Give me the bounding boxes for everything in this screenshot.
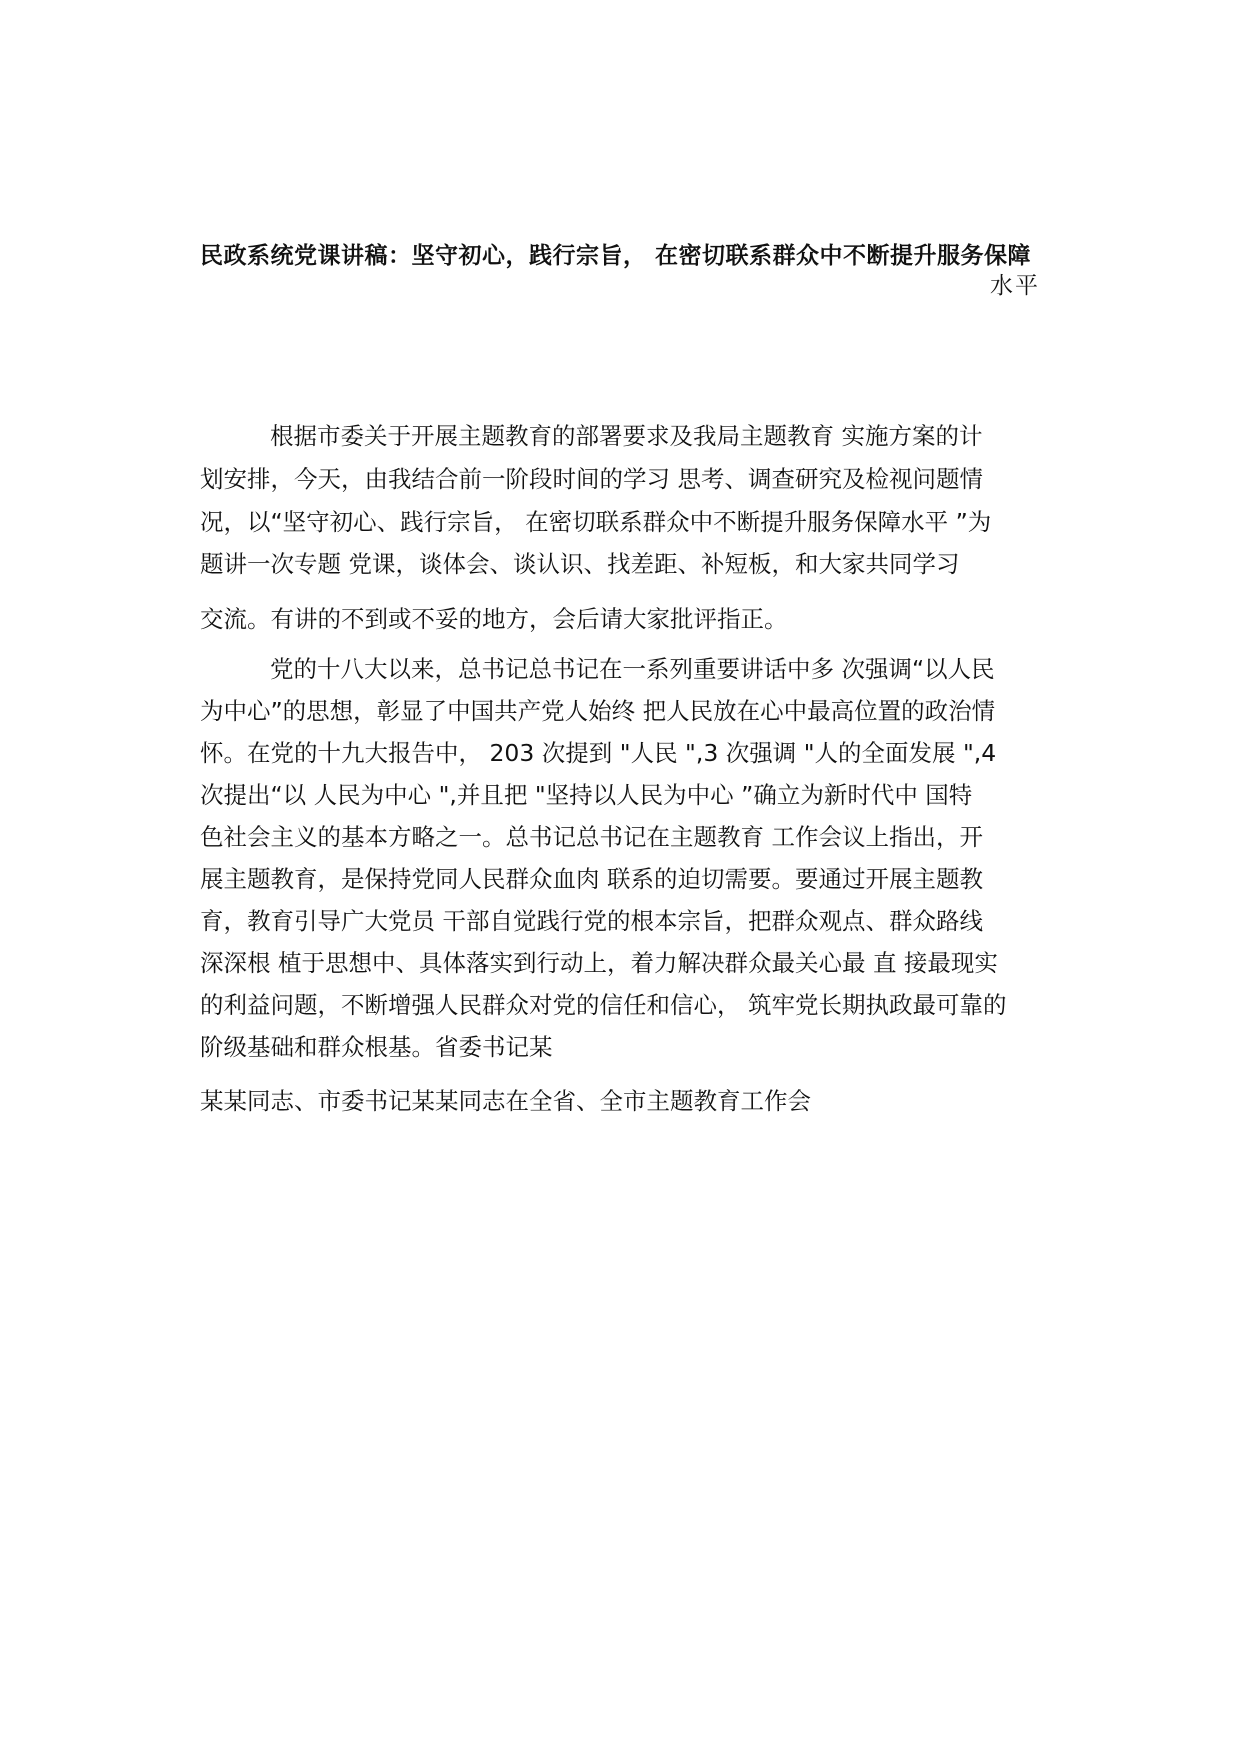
paragraph-1-line-2: 划安排，今天，由我结合前一阶段时间的学习 思考、调查研究及检视问题情: [200, 465, 983, 493]
paragraph-1-line-4: 题讲一次专题 党课，谈体会、谈认识、找差距、补短板，和大家共同学习: [200, 550, 960, 578]
paragraph-3-line-2: 为中心”的思想，彰显了中国共产党人始终 把人民放在心中最高位置的政治情: [200, 697, 996, 725]
paragraph-3-line-3: 怀。在党的十九大报告中， 203 次提到 "人民 ",3 次强调 "人的全面发展 ",4: [200, 739, 997, 767]
paragraph-3-line-1: 党的十八大以来，总书记总书记在一系列重要讲话中多 次强调“以人民: [270, 655, 995, 683]
paragraph-3-line-10: 阶级基础和群众根基。省委书记某: [200, 1033, 553, 1061]
paragraph-3-line-6: 展主题教育，是保持党同人民群众血肉 联系的迫切需要。要通过开展主题教: [200, 865, 983, 893]
paragraph-3-line-5: 色社会主义的基本方略之一。总书记总书记在主题教育 工作会议上指出，开: [200, 823, 983, 851]
paragraph-1-line-1: 根据市委关于开展主题教育的部署要求及我局主题教育 实施方案的计: [270, 422, 983, 450]
document-title-continuation: 水平: [990, 273, 1040, 299]
paragraph-3-line-9: 的利益问题，不断增强人民群众对党的信任和信心， 筑牢党长期执政最可靠的: [200, 991, 1007, 1019]
paragraph-3-line-4: 次提出“以 人民为中心 ",并且把 "坚持以人民为中心 ”确立为新时代中 国特: [200, 781, 973, 809]
paragraph-3-line-7: 育，教育引导广大党员 干部自觉践行党的根本宗旨，把群众观点、群众路线: [200, 907, 983, 935]
paragraph-3-line-8: 深深根 植于思想中、具体落实到行动上，着力解决群众最关心最 直 接最现实: [200, 949, 998, 977]
document-title: 民政系统党课讲稿：坚守初心，践行宗旨， 在密切联系群众中不断提升服务保障: [200, 243, 1032, 269]
paragraph-1-line-3: 况，以“坚守初心、践行宗旨， 在密切联系群众中不断提升服务保障水平 ”为: [200, 508, 992, 536]
paragraph-4-line-1: 某某同志、市委书记某某同志在全省、全市主题教育工作会: [200, 1087, 811, 1115]
paragraph-2-line-1: 交流。有讲的不到或不妥的地方，会后请大家批评指正。: [200, 605, 788, 633]
